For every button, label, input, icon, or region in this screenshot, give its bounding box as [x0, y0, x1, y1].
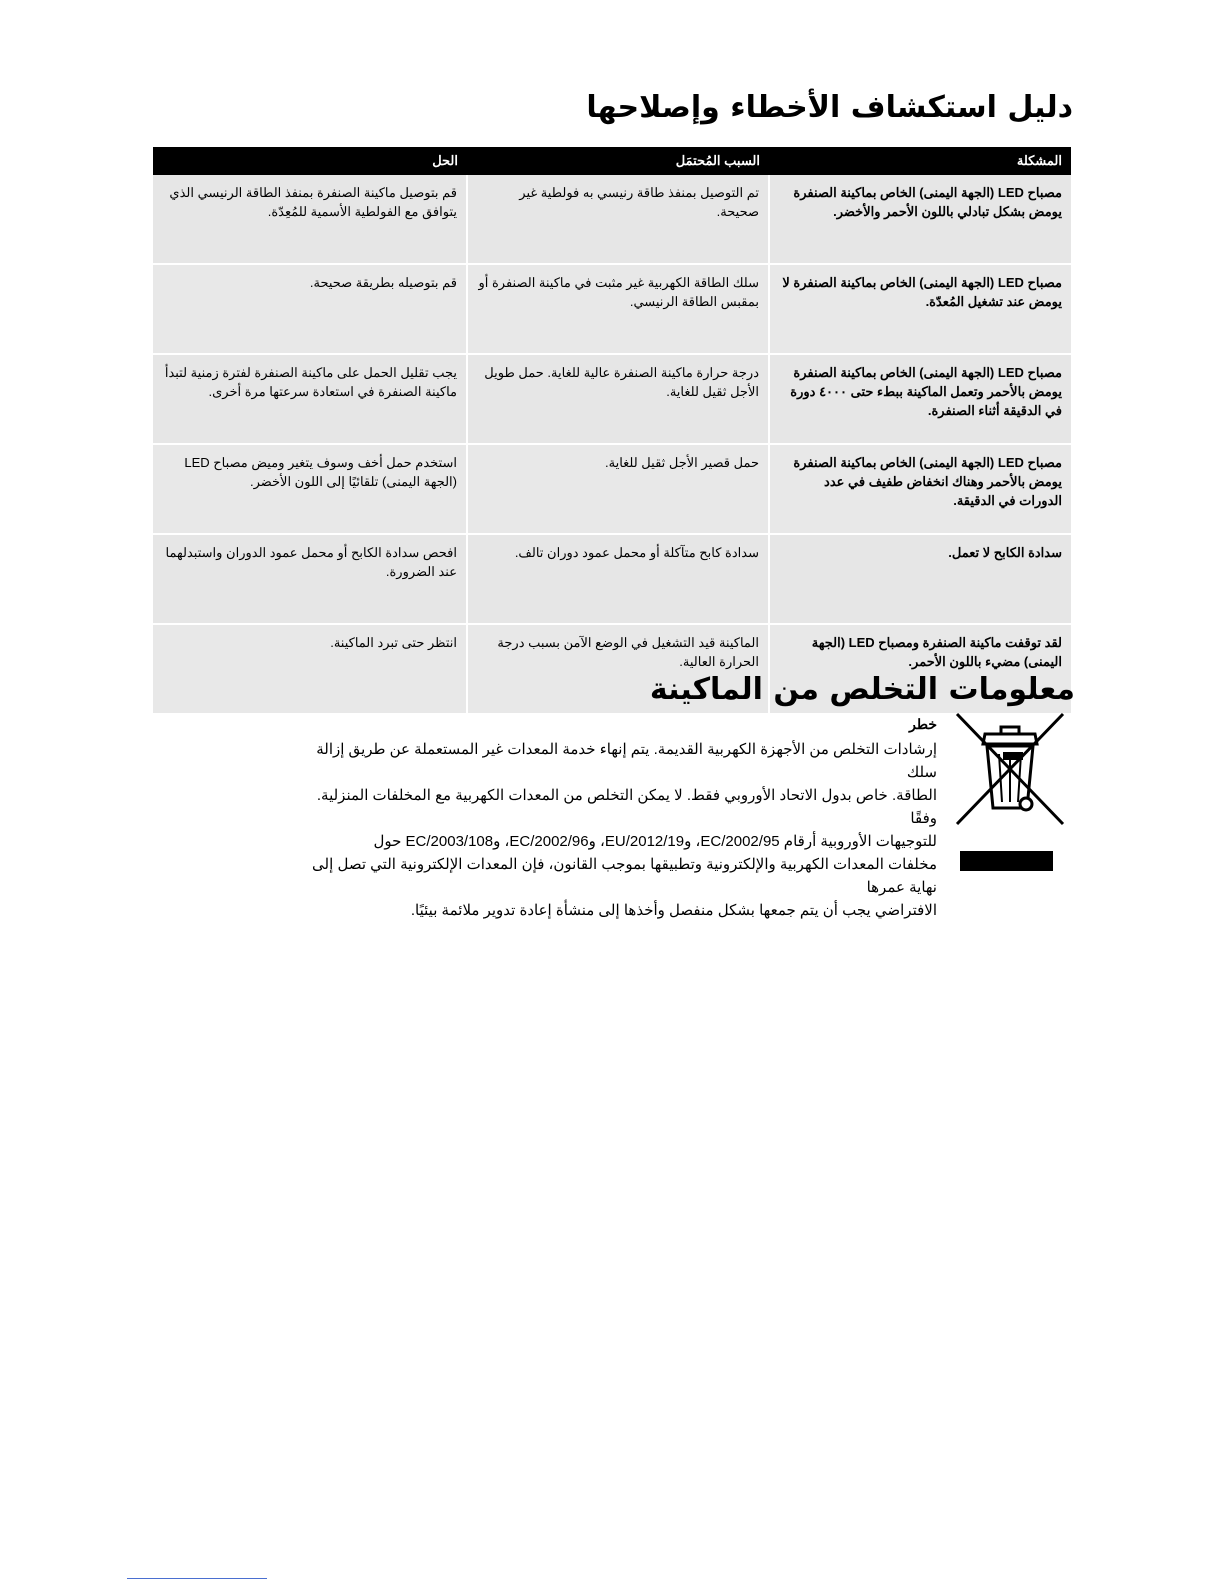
column-header-problem: المشكلة	[769, 147, 1071, 175]
table-row	[153, 175, 1071, 264]
table-header-row	[153, 147, 1071, 175]
page-title: دليل استكشاف الأخطاء وإصلاحها	[586, 90, 1073, 125]
problem-cell: مصباح LED (الجهة اليمنى) الخاص بماكينة الصنفرة لا يومض عند تشغيل المُعدّة.	[769, 264, 1071, 354]
cause-cell: درجة حرارة ماكينة الصنفرة عالية للغاية. حمل طويل الأجل ثقيل للغاية.	[467, 354, 769, 444]
solution-cell: استخدم حمل أخف وسوف يتغير وميض مصباح LED (الجهة اليمنى) تلقائيًا إلى اللون الأخضر.	[153, 444, 467, 534]
disposal-line: مخلفات المعدات الكهربية والإلكترونية وتطبيقها بموجب القانون، فإن المعدات الإلكترونية التي تصل إلى نهاية عمرها	[312, 856, 937, 896]
solution-cell: يجب تقليل الحمل على ماكينة الصنفرة لفترة زمنية لتبدأ ماكينة الصنفرة في استعادة سرعتها مرة أخرى.	[153, 354, 467, 444]
cause-cell: سلك الطاقة الكهربية غير مثبت في ماكينة الصنفرة أو بمقبس الطاقة الرنيسي.	[467, 264, 769, 354]
problem-cell: سدادة الكابح لا تعمل.	[769, 534, 1071, 624]
solution-cell: انتظر حتى تبرد الماكينة.	[153, 624, 467, 713]
cause-cell: حمل قصير الأجل ثقيل للغاية.	[467, 444, 769, 534]
column-header-cause: السبب المُحتمَل	[467, 147, 769, 175]
disposal-line: للتوجيهات الأوروبية أرقام 2002/95/EC، و2012/19/EU، و96/EC/2002، و108/EC/2003 حول	[373, 833, 937, 850]
table-row	[153, 354, 1071, 444]
solution-cell: افحص سدادة الكابح أو محمل عمود الدوران واستبدلهما عند الضرورة.	[153, 534, 467, 624]
cause-cell: سدادة كابح متآكلة أو محمل عمود دوران تالف.	[467, 534, 769, 624]
problem-cell: مصباح LED (الجهة اليمنى) الخاص بماكينة الصنفرة يومض بالأحمر وتعمل الماكينة ببطء حتى ٤٠٠٠ دورة في الدقيقة أثناء الصنفرة.	[769, 354, 1071, 444]
crossed-out-wheelie-bin-icon	[955, 712, 1067, 880]
cause-cell: الماكينة قيد التشغيل في الوضع الآمن بسبب درجة الحرارة العالية.	[467, 624, 769, 713]
cause-cell: تم التوصيل بمنفذ طاقة رنيسي به فولطية غير صحيحة.	[467, 175, 769, 264]
table-row	[153, 264, 1071, 354]
disposal-line: إرشادات التخلص من الأجهزة الكهربية القديمة. يتم إنهاء خدمة المعدات غير المستعملة عن طريق إزالة سلك	[316, 741, 937, 781]
warning-label: خطر	[909, 716, 937, 732]
problem-cell: لقد توقفت ماكينة الصنفرة ومصباح LED (الجهة اليمنى) مضيء باللون الأحمر.	[769, 624, 1071, 713]
table-row	[153, 534, 1071, 624]
disposal-line: الطاقة. خاص بدول الاتحاد الأوروبي فقط. لا يمكن التخلص من المعدات الكهربية مع المخلفات المنزلية. وفقًا	[316, 787, 937, 827]
column-header-solution: الحل	[153, 147, 467, 175]
disposal-line: الافتراضي يجب أن يتم جمعها بشكل منفصل وأخذها إلى منشأة إعادة تدوير ملائمة بيئيًا.	[410, 902, 937, 919]
table-row	[153, 444, 1071, 534]
problem-cell: مصباح LED (الجهة اليمنى) الخاص بماكينة الصنفرة يومض بشكل تبادلي باللون الأحمر والأخضر.	[769, 175, 1071, 264]
problem-cell: مصباح LED (الجهة اليمنى) الخاص بماكينة الصنفرة يومض بالأحمر وهناك انخفاض طفيف في عدد الدورات في الدقيقة.	[769, 444, 1071, 534]
troubleshooting-table	[153, 147, 1071, 713]
solution-cell: قم بتوصيل ماكينة الصنفرة بمنفذ الطاقة الرنيسي الذي يتوافق مع الفولطية الأسمية للمُعِدّة.	[153, 175, 467, 264]
disposal-paragraph	[287, 738, 937, 922]
disposal-section-title: معلومات التخلص من الماكينة	[649, 672, 1075, 707]
solution-cell: قم بتوصيله بطريقة صحيحة.	[153, 264, 467, 354]
footer-line	[127, 1578, 267, 1579]
